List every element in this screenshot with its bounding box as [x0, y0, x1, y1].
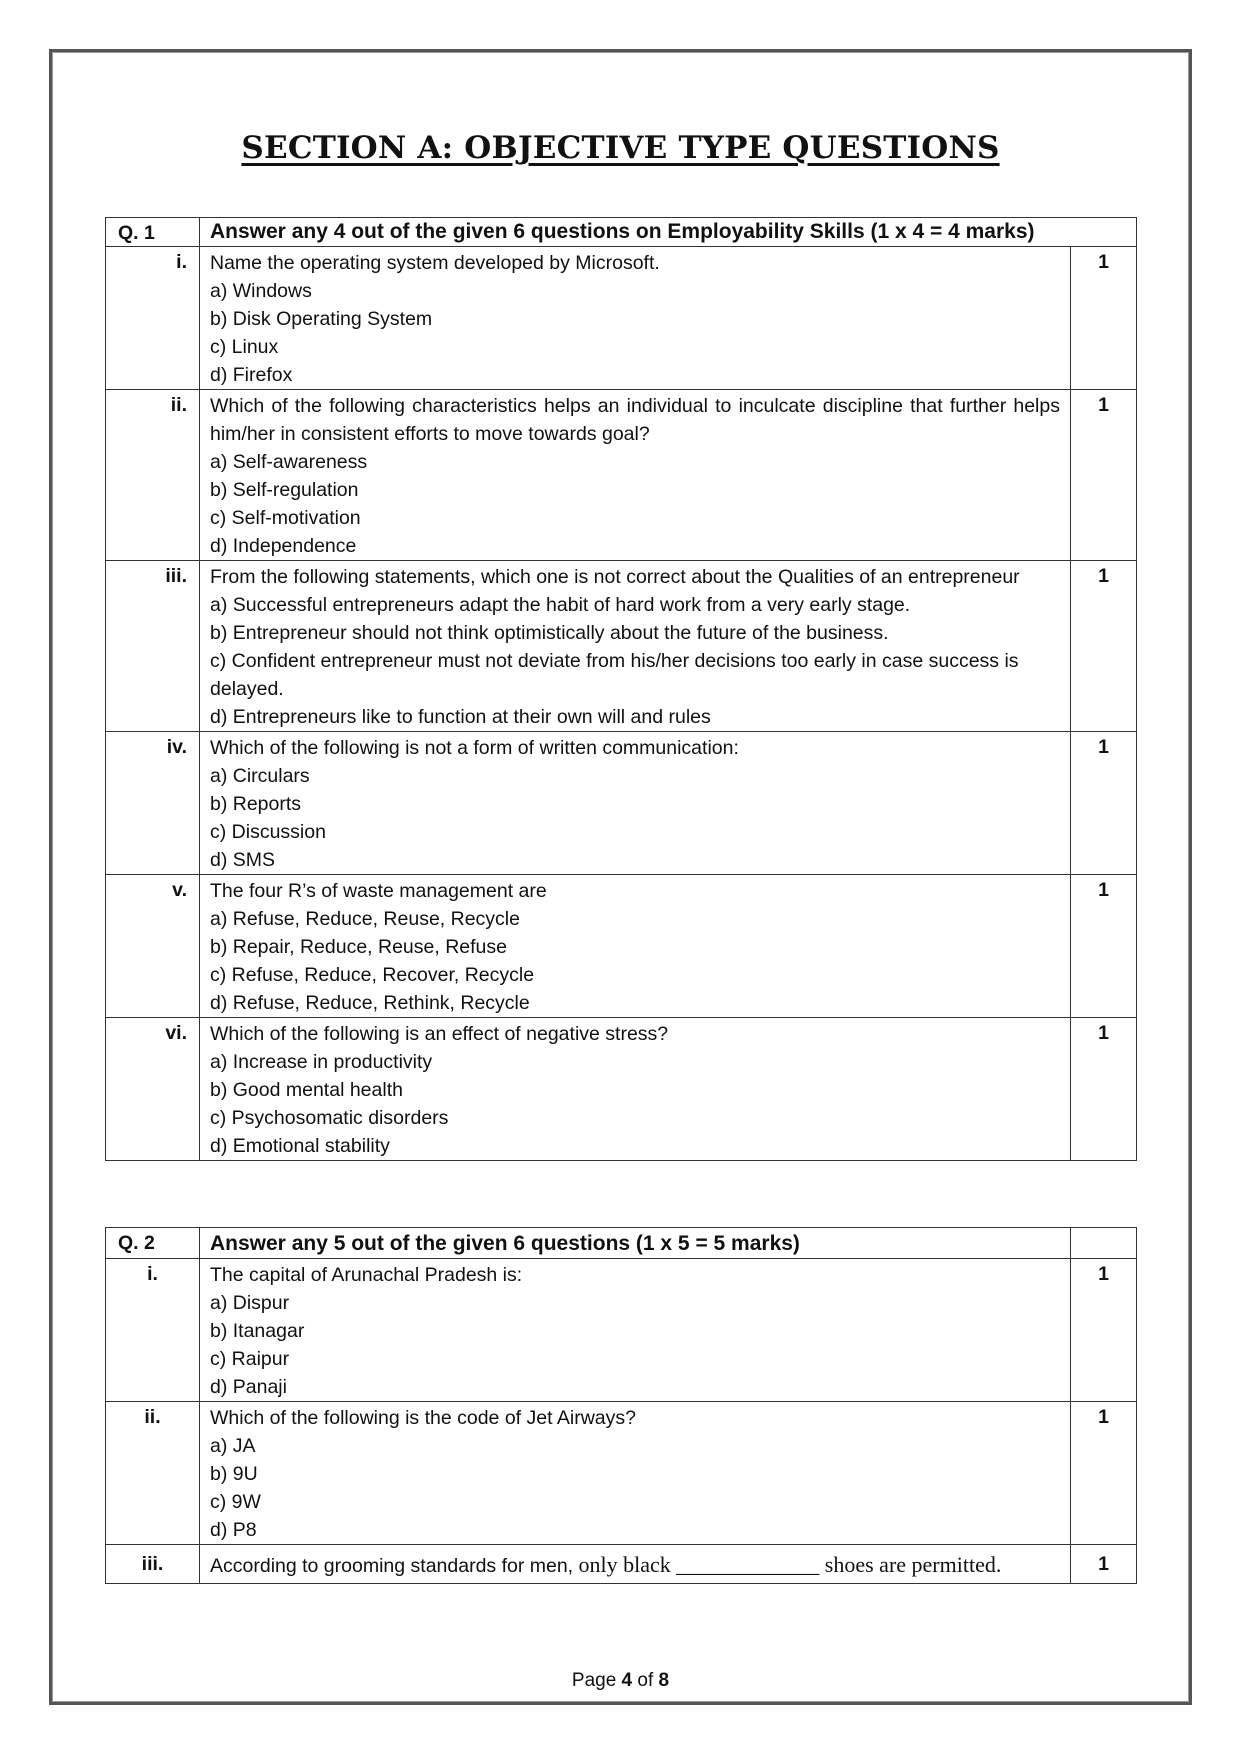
- q1-table: [105, 217, 1137, 1161]
- question-number: i.: [106, 1259, 200, 1402]
- question-number: iv.: [106, 732, 200, 875]
- option: d) SMS: [210, 849, 276, 871]
- q2-label: Q. 2: [106, 1228, 200, 1259]
- question-number: ii.: [106, 1402, 200, 1545]
- footer-current-page: 4: [621, 1670, 633, 1691]
- question-stem-part: only black _____________ shoes are permitted.: [578, 1552, 1002, 1577]
- question-row: [106, 1259, 1137, 1402]
- marks: 1: [1071, 1402, 1137, 1545]
- option: b) Good mental health: [210, 1079, 403, 1101]
- question-body: [200, 390, 1071, 561]
- option: c) Linux: [210, 336, 279, 358]
- option: d) Entrepreneurs like to function at their own will and rules: [210, 706, 711, 728]
- option: c) 9W: [210, 1491, 261, 1513]
- option: c) Confident entrepreneur must not deviate from his/her decisions too early in case success is delayed.: [210, 650, 1019, 700]
- option: a) Refuse, Reduce, Reuse, Recycle: [210, 908, 520, 930]
- marks: 1: [1071, 561, 1137, 732]
- question-body: [200, 875, 1071, 1018]
- option: d) Emotional stability: [210, 1135, 390, 1157]
- question-stem: From the following statements, which one is not correct about the Qualities of an entrepreneur: [210, 566, 1020, 588]
- section-title: SECTION A: OBJECTIVE TYPE QUESTIONS: [241, 130, 1000, 166]
- q1-label: Q. 1: [106, 218, 200, 247]
- option: b) Itanagar: [210, 1320, 305, 1342]
- marks: 1: [1071, 1018, 1137, 1161]
- option: d) Refuse, Reduce, Rethink, Recycle: [210, 992, 530, 1014]
- question-body: [200, 1018, 1071, 1161]
- option: c) Discussion: [210, 821, 326, 843]
- question-stem-part: According to grooming standards for men,: [210, 1555, 574, 1577]
- footer-total-pages: 8: [658, 1670, 670, 1691]
- option: a) Successful entrepreneurs adapt the habit of hard work from a very early stage.: [210, 594, 911, 616]
- question-stem: The four R’s of waste management are: [210, 880, 547, 902]
- question-row: [106, 875, 1137, 1018]
- question-number: iii.: [106, 1545, 200, 1584]
- question-stem: Which of the following is not a form of written communication:: [210, 737, 739, 759]
- option: c) Self-motivation: [210, 507, 361, 529]
- question-stem: Which of the following is the code of Jet Airways?: [210, 1407, 636, 1429]
- option: d) Firefox: [210, 364, 293, 386]
- option: b) Repair, Reduce, Reuse, Refuse: [210, 936, 507, 958]
- marks: 1: [1071, 390, 1137, 561]
- marks: 1: [1071, 875, 1137, 1018]
- question-number: vi.: [106, 1018, 200, 1161]
- option: d) P8: [210, 1519, 257, 1541]
- question-stem: Which of the following characteristics helps an individual to inculcate discipline that further helps him/her in consistent efforts to move towards goal?: [210, 395, 1060, 445]
- question-number: ii.: [106, 390, 200, 561]
- question-body: [200, 247, 1071, 390]
- option: c) Psychosomatic disorders: [210, 1107, 449, 1129]
- option: a) Increase in productivity: [210, 1051, 433, 1073]
- footer-prefix: Page: [571, 1670, 622, 1691]
- option: c) Raipur: [210, 1348, 290, 1370]
- option: d) Panaji: [210, 1376, 287, 1398]
- question-number: i.: [106, 247, 200, 390]
- option: b) Self-regulation: [210, 479, 359, 501]
- question-row: [106, 1018, 1137, 1161]
- marks: 1: [1071, 1545, 1137, 1584]
- page-footer: [0, 1670, 1241, 1692]
- marks: 1: [1071, 1259, 1137, 1402]
- q1-header-row: [106, 218, 1137, 247]
- q2-instruction: Answer any 5 out of the given 6 questions (1 x 5 = 5 marks): [210, 1232, 800, 1255]
- option: a) Self-awareness: [210, 451, 368, 473]
- option: b) Disk Operating System: [210, 308, 433, 330]
- option: d) Independence: [210, 535, 357, 557]
- question-row: [106, 390, 1137, 561]
- question-row: [106, 732, 1137, 875]
- question-body: [200, 1259, 1071, 1402]
- footer-middle: of: [632, 1670, 659, 1691]
- question-stem: Name the operating system developed by Microsoft.: [210, 252, 660, 274]
- question-row: [106, 561, 1137, 732]
- option: a) Dispur: [210, 1292, 290, 1314]
- question-number: v.: [106, 875, 200, 1018]
- option: b) Reports: [210, 793, 302, 815]
- option: c) Refuse, Reduce, Recover, Recycle: [210, 964, 535, 986]
- marks: 1: [1071, 247, 1137, 390]
- question-body: [200, 1402, 1071, 1545]
- option: a) Circulars: [210, 765, 310, 787]
- q2-table: [105, 1227, 1137, 1584]
- question-number: iii.: [106, 561, 200, 732]
- question-stem: [210, 1550, 1060, 1581]
- option: a) Windows: [210, 280, 312, 302]
- option: b) Entrepreneur should not think optimistically about the future of the business.: [210, 622, 889, 644]
- question-body: [200, 1545, 1071, 1584]
- question-row: [106, 247, 1137, 390]
- option: b) 9U: [210, 1463, 258, 1485]
- q1-instruction: Answer any 4 out of the given 6 questions on Employability Skills (1 x 4 = 4 marks): [210, 220, 1035, 243]
- question-body: [200, 732, 1071, 875]
- question-row: [106, 1545, 1137, 1584]
- marks: 1: [1071, 732, 1137, 875]
- question-body: [200, 561, 1071, 732]
- question-row: [106, 1402, 1137, 1545]
- question-stem: The capital of Arunachal Pradesh is:: [210, 1264, 523, 1286]
- option: a) JA: [210, 1435, 256, 1457]
- question-stem: Which of the following is an effect of negative stress?: [210, 1023, 669, 1045]
- q2-header-row: [106, 1228, 1137, 1259]
